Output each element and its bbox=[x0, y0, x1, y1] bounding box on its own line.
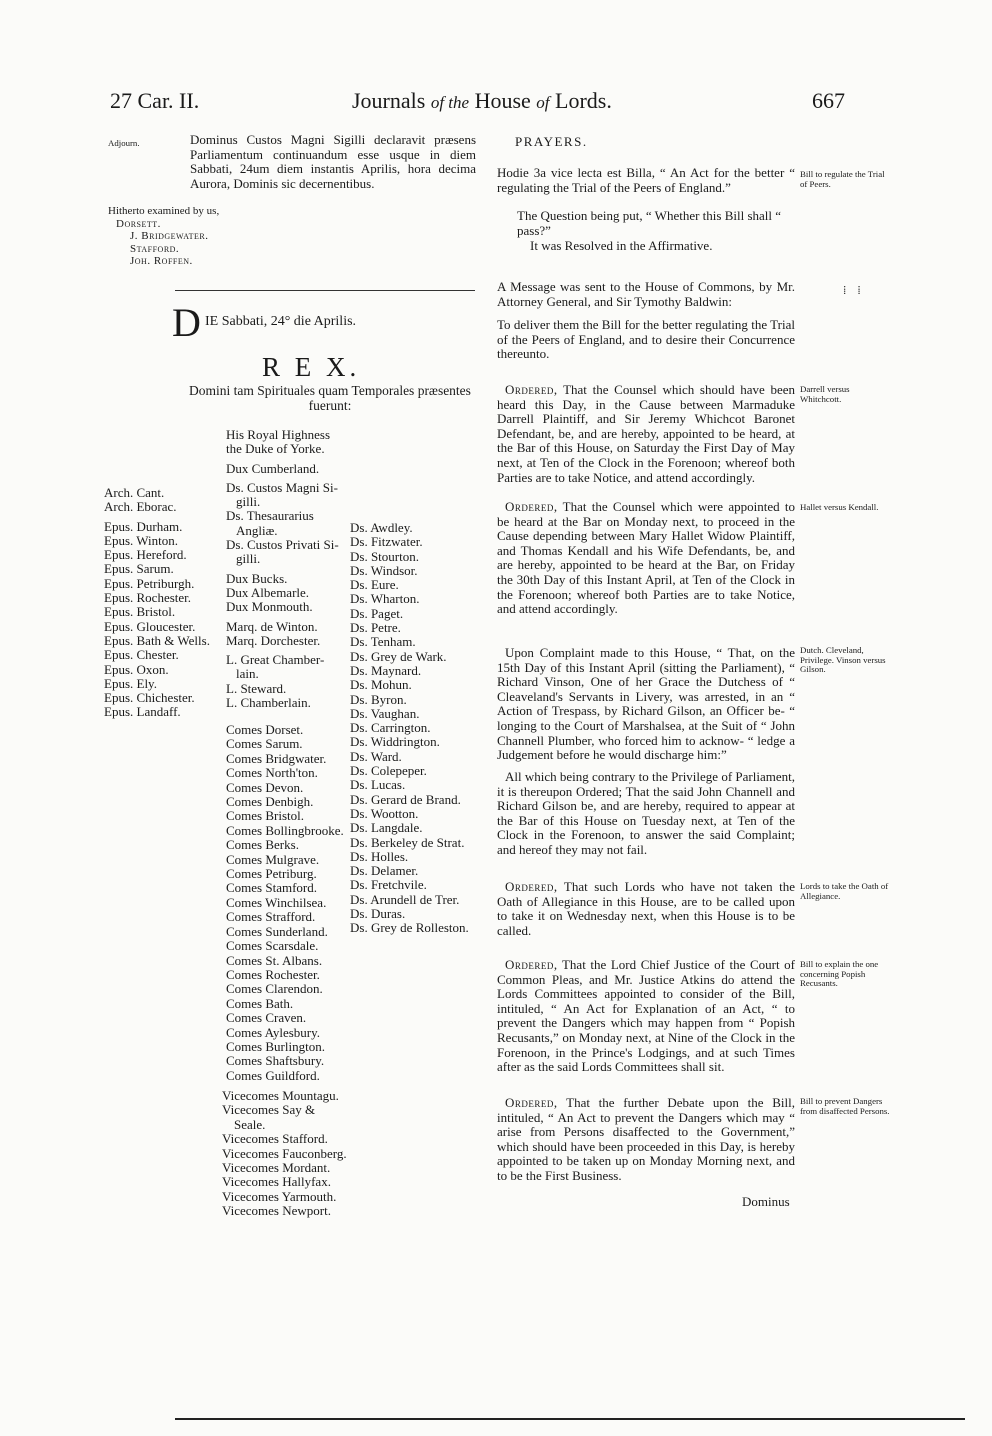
examiner: Dorsett. bbox=[116, 217, 161, 230]
ordered-label: Ordered, bbox=[505, 879, 558, 894]
lord-entry: Vicecomes Fauconberg. bbox=[222, 1145, 347, 1161]
lord-entry: Ds. Paget. bbox=[350, 605, 404, 621]
lord-entry: Epus. Oxon. bbox=[104, 661, 169, 677]
lord-entry: Comes Bristol. bbox=[226, 808, 305, 824]
lord-entry: Ds. Petre. bbox=[350, 620, 401, 636]
lord-entry: Epus. Winton. bbox=[104, 532, 178, 548]
lord-entry: Epus. Chester. bbox=[104, 647, 179, 663]
margin-note: Darrell versus Whitchcott. bbox=[800, 384, 850, 404]
examiner: J. Bridgewater. bbox=[130, 230, 209, 242]
lord-entry: Ds. Stourton. bbox=[350, 548, 419, 564]
margin-note: Hallet versus Kendall. bbox=[800, 502, 879, 512]
lord-entry: Ds. Widdrington. bbox=[350, 734, 440, 750]
lord-entry: Ds. Mohun. bbox=[350, 677, 412, 693]
lord-entry: Vicecomes Yarmouth. bbox=[222, 1188, 337, 1204]
order-text: That such Lords who have not taken the Oath of Allegiance in this House, are to be called upon to take it on Wednesday next, when this House is to be called. bbox=[497, 879, 796, 938]
lord-entry: Comes North'ton. bbox=[226, 765, 318, 781]
lord-entry: Comes Petriburg. bbox=[226, 866, 317, 882]
lord-entry: Ds. Langdale. bbox=[350, 820, 423, 836]
bill-reading-paragraph: Hodie 3a vice lecta est Billa, “ An Act for the better “ regulating the Trial of the Peers of England.” bbox=[497, 165, 795, 195]
officers-list bbox=[226, 428, 339, 710]
lord-entry: Comes Stamford. bbox=[226, 880, 317, 896]
lord-entry: Comes Craven. bbox=[226, 1010, 307, 1026]
lord-entry: Ds. Gerard de Brand. bbox=[350, 791, 461, 807]
lord-entry: Comes Rochester. bbox=[226, 966, 320, 982]
lord-entry: Ds. Arundell de Trer. bbox=[350, 891, 460, 907]
margin-note: Bill to explain the one concerning Popish Recusants. bbox=[800, 959, 879, 988]
divider bbox=[175, 290, 475, 291]
prayers-heading: PRAYERS. bbox=[515, 134, 588, 149]
lord-entry: Ds. Wharton. bbox=[350, 591, 420, 607]
lord-entry: Epus. Hereford. bbox=[104, 547, 187, 563]
lord-entry: Ds. Windsor. bbox=[350, 562, 418, 578]
lord-entry: Epus. Bath & Wells. bbox=[104, 632, 210, 648]
lord-entry: Ds. Byron. bbox=[350, 691, 407, 707]
lord-entry: Comes Bridgwater. bbox=[226, 750, 327, 766]
adjourn-paragraph: Dominus Custos Magni Sigilli declaravit præsens Parliamentum continuandum esse usque in diem Sabbati, 24um diem instantis Aprilis, hora decima Aurora, Dominis sic decernentibus. bbox=[190, 132, 476, 191]
lord-entry: L. Chamberlain. bbox=[226, 695, 311, 711]
lord-entry: Comes Shaftsbury. bbox=[226, 1053, 325, 1069]
lord-entry: Comes Guildford. bbox=[226, 1067, 320, 1083]
lord-entry: Comes Bollingbrooke. bbox=[226, 822, 344, 838]
lord-entry: Ds. Custos Privati Si- bbox=[226, 537, 339, 553]
lord-entry: Ds. Fretchvile. bbox=[350, 877, 427, 893]
ordered-label: Ordered, bbox=[505, 1095, 558, 1110]
lord-entry: Epus. Chichester. bbox=[104, 690, 195, 706]
order-oath bbox=[497, 880, 795, 938]
earls-list bbox=[226, 723, 344, 1083]
lord-entry: Comes Winchilsea. bbox=[226, 894, 327, 910]
lord-entry: the Duke of Yorke. bbox=[226, 441, 325, 457]
lord-entry: Ds. Tenham. bbox=[350, 634, 416, 650]
lord-entry: Ds. Berkeley de Strat. bbox=[350, 834, 465, 850]
lord-entry: Ds. Eure. bbox=[350, 577, 399, 593]
privilege-paragraph: All which being contrary to the Privilege of Parliament, it is thereupon Ordered; That the said John Channell and Richard Gilson be, and are hereby, required to appear at the Bar of this House on Tuesday next, at Ten of the Clock in the Forenoon, to answer the said Complaint; and hereof they may not fail. bbox=[497, 769, 795, 857]
lord-entry: Ds. Grey de Rolleston. bbox=[350, 920, 469, 936]
lord-entry: Ds. Holles. bbox=[350, 848, 409, 864]
ordered-label: Ordered, bbox=[505, 957, 558, 972]
running-title bbox=[352, 88, 612, 114]
lord-entry: Arch. Eborac. bbox=[104, 499, 177, 515]
lord-entry: Epus. Ely. bbox=[104, 675, 157, 691]
lord-entry: Vicecomes Hallyfax. bbox=[222, 1174, 331, 1190]
title-part: of the bbox=[430, 93, 470, 112]
lord-entry: Comes Sarum. bbox=[226, 736, 303, 752]
lord-entry: His Royal Highness bbox=[226, 427, 330, 442]
lord-entry: Epus. Bristol. bbox=[104, 604, 176, 620]
lord-entry: Comes Burlington. bbox=[226, 1038, 325, 1054]
lord-entry: Epus. Petriburgh. bbox=[104, 575, 195, 591]
rex-heading: R E X. bbox=[262, 352, 361, 382]
lord-entry: Ds. Wootton. bbox=[350, 805, 419, 821]
lord-entry: Dux Monmouth. bbox=[226, 599, 313, 615]
lord-entry: Ds. Lucas. bbox=[350, 777, 406, 793]
lord-entry: Ds. Custos Magni Si- bbox=[226, 479, 338, 495]
lord-entry: Comes Devon. bbox=[226, 779, 304, 795]
lord-entry: Epus. Rochester. bbox=[104, 590, 192, 606]
margin-note: Dutch. Cleveland, Privilege. Vinson versus Gilson. bbox=[800, 645, 886, 674]
lord-entry: Comes Clarendon. bbox=[226, 981, 323, 997]
order-committee bbox=[497, 958, 795, 1075]
lord-entry: Dux Albemarle. bbox=[226, 584, 310, 600]
lord-entry: Comes Mulgrave. bbox=[226, 851, 320, 867]
ordered-label: Ordered, bbox=[505, 382, 558, 397]
order-text: That the Lord Chief Justice of the Court of Common Pleas, and Mr. Justice Atkins do attend the Lords Committees appointed to consider of the Bill, intituled, “ An Act for Explanation of an Act, “ to prevent the Dangers which may happen from “ Popish Recusants,” on Monday next, at Nine of the Clock in the Forenoon, in the Prince's Lodgings, and at such Times after as the said Lords Committees shall sit. bbox=[497, 957, 795, 1075]
lord-entry: Comes Dorset. bbox=[226, 722, 304, 737]
lord-entry: Ds. Carrington. bbox=[350, 720, 431, 736]
order-darrell bbox=[497, 383, 795, 485]
title-part: Lords. bbox=[549, 88, 612, 113]
resolved-line: It was Resolved in the Affirmative. bbox=[530, 238, 713, 253]
lord-entry: Arch. Cant. bbox=[104, 485, 165, 500]
viscounts-list bbox=[222, 1089, 347, 1219]
deliver-paragraph: To deliver them the Bill for the better regulating the Trial of the Peers of England, and to desire their Concurrence thereunto. bbox=[497, 317, 795, 362]
lord-entry: Ds. Thesaurarius bbox=[226, 508, 314, 524]
drop-cap: D bbox=[172, 300, 201, 345]
lord-entry: Ds. Vaughan. bbox=[350, 705, 420, 721]
lord-entry: Comes Aylesbury. bbox=[226, 1024, 321, 1040]
order-debate bbox=[497, 1096, 795, 1184]
lord-entry: Epus. Durham. bbox=[104, 518, 183, 534]
complaint-paragraph: Upon Complaint made to this House, “ That, on the 15th Day of this Instant April (sitting the Parliament), “ Richard Vinson, One of her Grace the Dutchess of “ Cleaveland's Servants in Livery, was arrested, in an “ Action of Trespass, by Richard Gilson, an Officer be- “ longing to the Court of Marshalsea, at the Suit of “ John Channell Plumber, who forced him to acknow- “ ledge a Judgement before he would discharge him:” bbox=[497, 645, 795, 763]
lord-entry: Ds. Fitzwater. bbox=[350, 534, 423, 550]
bottom-rule bbox=[175, 1418, 965, 1420]
barons-list bbox=[350, 521, 469, 936]
lord-entry: Vicecomes Newport. bbox=[222, 1203, 331, 1219]
lord-entry: Dux Bucks. bbox=[226, 570, 288, 586]
bishops-list bbox=[104, 486, 210, 720]
examined-block bbox=[108, 205, 219, 268]
lord-entry: Vicecomes Mountagu. bbox=[222, 1088, 339, 1103]
lord-entry: Marq. de Winton. bbox=[226, 618, 318, 634]
page-number: 667 bbox=[812, 88, 845, 113]
order-text: That the Counsel which should have been heard this Day, in the Cause between Marmaduke Darrell Plaintiff, and Sir Jeremy Whichcot Baronet Defendant, be, and are hereby, appointed to be heard, at the Bar of this House, on Saturday the First Day of May next, at Ten of the Clock in the Forenoon; whereof both Parties are to take Notice, and attend accordingly. bbox=[497, 382, 796, 485]
lord-entry: L. Great Chamber- bbox=[226, 652, 325, 668]
lord-entry: Epus. Sarum. bbox=[104, 561, 174, 577]
examined-intro: Hitherto examined by us, bbox=[108, 205, 220, 217]
lord-entry: lain. bbox=[236, 666, 259, 682]
lord-entry: Ds. Maynard. bbox=[350, 662, 422, 678]
ordered-label: Ordered, bbox=[505, 499, 558, 514]
lord-entry: Comes Berks. bbox=[226, 837, 299, 853]
lord-entry: Ds. Colepeper. bbox=[350, 763, 427, 779]
domini-heading: Domini tam Spirituales quam Temporales præsentes fuerunt: bbox=[189, 383, 471, 413]
message-paragraph: A Message was sent to the House of Commons, by Mr. Attorney General, and Sir Tymothy Baldwin: bbox=[497, 279, 795, 309]
lord-entry: Comes Denbigh. bbox=[226, 794, 314, 810]
lord-entry: Ds. Duras. bbox=[350, 906, 406, 922]
lord-entry: Comes St. Albans. bbox=[226, 952, 323, 968]
margin-note: Bill to regulate the Trial of Peers. bbox=[800, 169, 885, 189]
lord-entry: Ds. Ward. bbox=[350, 748, 402, 764]
title-part: House bbox=[469, 88, 537, 113]
lord-entry: Vicecomes Stafford. bbox=[222, 1131, 328, 1147]
lord-entry: gilli. bbox=[236, 551, 261, 567]
lord-entry: Ds. Grey de Wark. bbox=[350, 648, 447, 664]
margin-note: Bill to prevent Dangers from disaffected Persons. bbox=[800, 1096, 890, 1116]
examiner: Stafford. bbox=[130, 242, 180, 255]
margin-note: Lords to take the Oath of Allegiance. bbox=[800, 881, 889, 901]
order-hallet bbox=[497, 500, 795, 617]
lord-entry: Epus. Gloucester. bbox=[104, 618, 196, 634]
lord-entry: Ds. Awdley. bbox=[350, 520, 413, 535]
lord-entry: Comes Strafford. bbox=[226, 909, 316, 925]
lord-entry: Comes Scarsdale. bbox=[226, 938, 319, 954]
lord-entry: Marq. Dorchester. bbox=[226, 632, 321, 648]
examiner: Joh. Roffen. bbox=[130, 255, 193, 267]
lord-entry: Comes Bath. bbox=[226, 995, 294, 1011]
lord-entry: Ds. Delamer. bbox=[350, 863, 419, 879]
title-part: Journals bbox=[352, 88, 431, 113]
lord-entry: Vicecomes Say & bbox=[222, 1102, 316, 1118]
lord-entry: Angliæ. bbox=[236, 522, 278, 538]
question-paragraph: The Question being put, “ Whether this Bill shall “ pass?” bbox=[517, 208, 782, 238]
lord-entry: Epus. Landaff. bbox=[104, 704, 181, 720]
lord-entry: L. Steward. bbox=[226, 680, 287, 696]
lord-entry: Comes Sunderland. bbox=[226, 923, 328, 939]
catchword: Dominus bbox=[742, 1194, 790, 1209]
margin-mark: ⁞ ⁞ bbox=[843, 283, 865, 297]
order-text: That the Counsel which were appointed to be heard at the Bar on Monday next, to proceed in the Cause depending between Mary Hallet Widow Plaintiff, and Thomas Kendall and his Wife Defendants, be, and are hereby, appointed to be heard at the Bar, on Friday the 30th Day of this Instant April, at Ten of the Clock in the Forenoon; whereof both Parties are to take Notice, and attend accordingly. bbox=[497, 499, 795, 617]
lord-entry: Vicecomes Mordant. bbox=[222, 1160, 331, 1176]
running-head-left: 27 Car. II. bbox=[110, 88, 200, 113]
day-heading: IE Sabbati, 24° die Aprilis. bbox=[205, 314, 357, 329]
margin-note-adjourn: Adjourn. bbox=[108, 138, 140, 148]
lord-entry: gilli. bbox=[236, 494, 261, 510]
title-part: of bbox=[536, 93, 550, 112]
lord-entry: Dux Cumberland. bbox=[226, 460, 320, 476]
order-text: That the further Debate upon the Bill, intituled, “ An Act to prevent the Dangers which may “ arise from Persons disaffected to the Government,” which should have been proceeded in this Day, is hereby appointed to be taken up on Monday Morning next, and to be the First Business. bbox=[497, 1095, 796, 1183]
lord-entry: Seale. bbox=[234, 1116, 266, 1132]
